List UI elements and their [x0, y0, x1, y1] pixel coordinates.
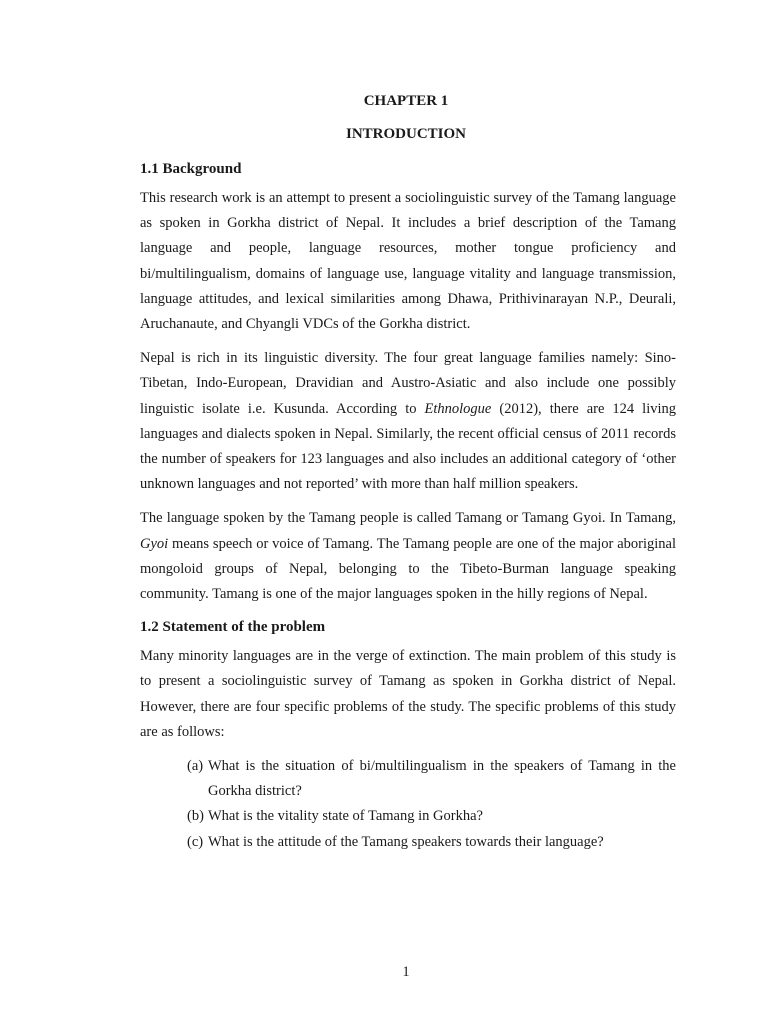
- italic-title-ethnologue: Ethnologue: [424, 400, 492, 417]
- paragraph-text: Nepal is rich in its linguistic diversity. The four great language families namely: Sino-Tibetan, Indo-European, Dravidian and Austro-Asiatic and also include one possibly linguistic isolate i.e. Kusunda. According to: [140, 350, 676, 417]
- statement-paragraph-1: Many minority languages are in the verge of extinction. The main problem of this study is to present a sociolinguistic survey of Tamang as spoken in Gorkha district of Nepal. However, there are four specific problems of the study. The specific problems of this study are as follows:: [140, 648, 676, 740]
- page-content: [140, 158, 676, 855]
- list-item-text: What is the vitality state of Tamang in Gorkha?: [208, 808, 483, 825]
- background-paragraph-2: [140, 346, 676, 497]
- list-item: [187, 830, 676, 855]
- italic-term-gyoi: Gyoi: [140, 535, 169, 552]
- chapter-label: CHAPTER 1: [363, 93, 449, 109]
- list-item: [187, 804, 676, 829]
- background-paragraph-1: This research work is an attempt to present a sociolinguistic survey of the Tamang language as spoken in Gorkha district of Nepal. It includes a brief description of the Tamang language and people, language resources, mother tongue proficiency and bi/multilingualism, domains of language use, language vitality and language transmission, language attitudes, and lexical similarities among Dhawa, Prithivinarayan N.P., Deurali, Aruchanaute, and Chyangli VDCs of the Gorkha district.: [140, 190, 676, 333]
- list-item-label: (a): [187, 758, 204, 775]
- chapter-title: INTRODUCTION: [345, 126, 466, 142]
- paragraph-text: means speech or voice of Tamang. The Tamang people are one of the major aboriginal mongoloid groups of Nepal, belonging to the Tibeto-Burman language speaking community. Tamang is one of the major languages spoken in the hilly regions of Nepal.: [140, 535, 676, 603]
- paragraph-text: (2012), there are 124 living languages and dialects spoken in Nepal. Similarly, the recent official census of 2011 records the number of speakers for 123 languages and also includes an additional category of ‘other unknown languages and not reported’ with more than half million speakers.: [140, 400, 677, 493]
- list-item-text: What is the situation of bi/multilingualism in the speakers of Tamang in the Gorkha district?: [208, 758, 676, 800]
- list-item-label: (c): [187, 833, 204, 850]
- section-heading-statement: 1.2 Statement of the problem: [140, 619, 326, 636]
- list-item-text: What is the attitude of the Tamang speakers towards their language?: [208, 833, 604, 850]
- paragraph-text: The language spoken by the Tamang people is called Tamang or Tamang Gyoi. In Tamang,: [140, 510, 676, 527]
- section-heading-background: 1.1 Background: [140, 161, 242, 177]
- problem-list: [187, 754, 676, 855]
- background-paragraph-3: [140, 506, 676, 607]
- list-item: [187, 754, 676, 804]
- page-number: 1: [402, 964, 410, 980]
- list-item-label: (b): [187, 808, 204, 825]
